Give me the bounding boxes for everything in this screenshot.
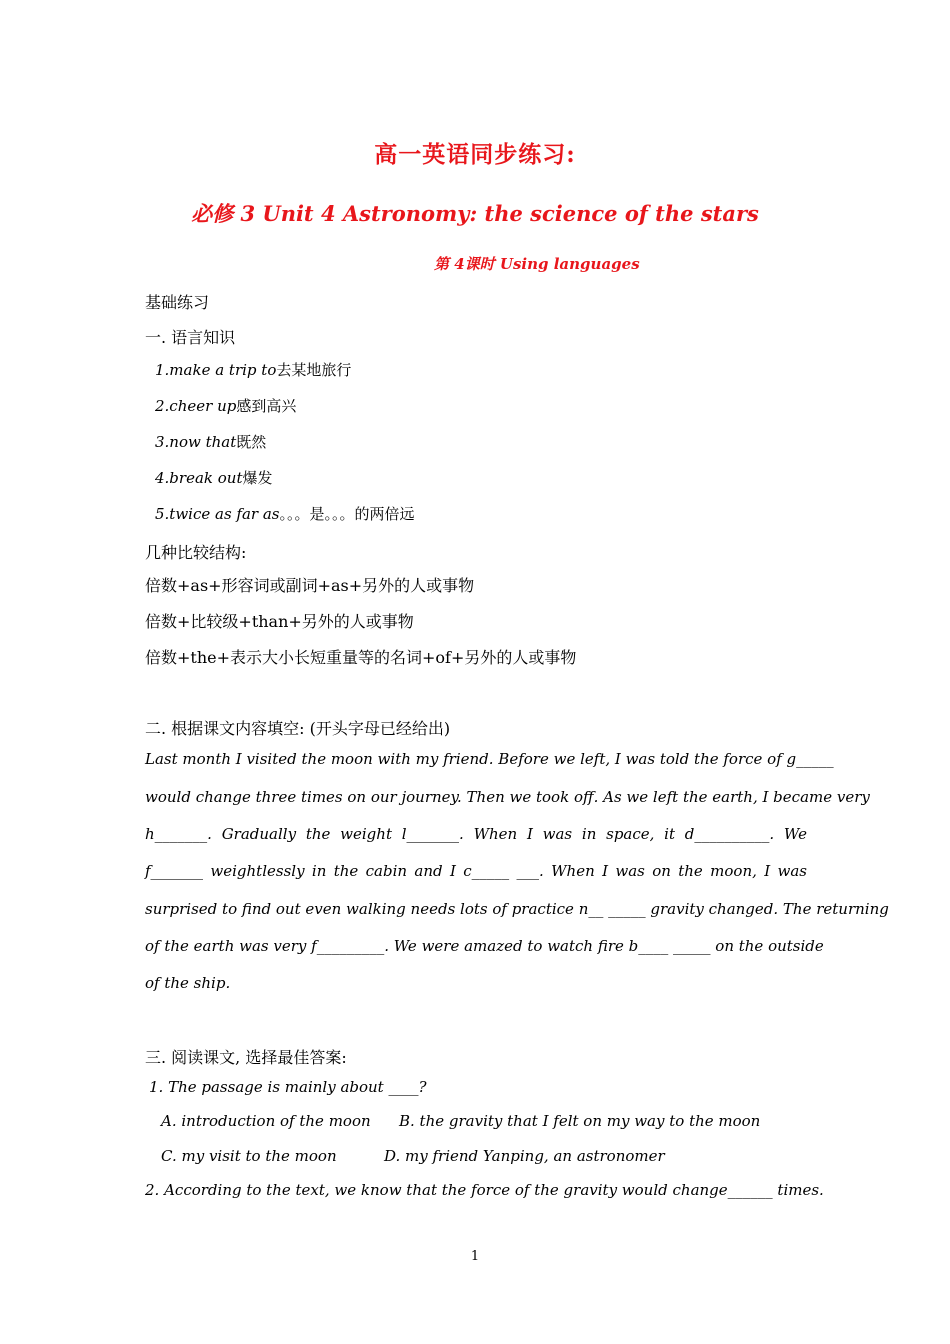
page-number: 1 (470, 1249, 480, 1264)
option-c: C. my visit to the moon (161, 1147, 337, 1165)
lesson-label: 第 4课时 Using languages (434, 255, 640, 273)
vocab-item (155, 359, 351, 380)
vocab-meaning: 。。。是。。。的两倍远 (279, 505, 415, 523)
cloze-line: surprised to find out even walking needs lots of practice n__ _____ gravity changed. The returning (145, 900, 889, 918)
basic-practice-heading: 基础练习 (145, 293, 210, 312)
vocab-item (155, 431, 266, 452)
page-subtitle: 必修 3 Unit 4 Astronomy: the science of the stars (191, 201, 759, 226)
cloze-line: of the earth was very f_________. We were amazed to watch fire b____ _____ on the outside (145, 937, 824, 955)
vocab-phrase: 4.break out (155, 469, 243, 487)
option-d: D. my friend Yanping, an astronomer (384, 1147, 665, 1165)
cloze-line: of the ship. (145, 974, 231, 992)
option-b: B. the gravity that I felt on my way to the moon (399, 1112, 761, 1130)
vocab-phrase: 1.make a trip to (155, 361, 277, 379)
comparison-structure: 倍数+as+形容词或副词+as+另外的人或事物 (145, 576, 475, 595)
comparison-structure: 倍数+the+表示大小长短重量等的名词+of+另外的人或事物 (145, 648, 577, 667)
comparison-heading: 几种比较结构: (145, 543, 247, 562)
section2-heading: 二. 根据课文内容填空: (开头字母已经给出) (145, 719, 451, 738)
cloze-line: would change three times on our journey. Then we took off. As we left the earth, I became very (145, 788, 870, 806)
vocab-meaning: 既然 (236, 433, 267, 451)
question-2: 2. According to the text, we know that the force of the gravity would change______ times. (145, 1181, 824, 1199)
vocab-item (155, 467, 273, 488)
option-a: A. introduction of the moon (161, 1112, 371, 1130)
vocab-meaning: 感到高兴 (236, 397, 297, 415)
section1-heading: 一. 语言知识 (145, 328, 236, 347)
cloze-line: Last month I visited the moon with my friend. Before we left, I was told the force of g_____ (145, 750, 834, 768)
question-1: 1. The passage is mainly about ____? (149, 1078, 427, 1096)
vocab-meaning: 去某地旅行 (276, 361, 352, 379)
vocab-item (155, 503, 415, 524)
vocab-meaning: 爆发 (242, 469, 273, 487)
vocab-phrase: 5.twice as far as (155, 505, 280, 523)
vocab-phrase: 2.cheer up (155, 397, 237, 415)
cloze-line: f_______ weightlessly in the cabin and I c_____ ___. When I was on the moon, I was (145, 862, 807, 880)
section3-heading: 三. 阅读课文, 选择最佳答案: (145, 1048, 347, 1067)
vocab-phrase: 3.now that (155, 433, 237, 451)
vocab-item (155, 395, 296, 416)
cloze-line: h_______. Gradually the weight l_______. When I was in space, it d__________. We (145, 825, 807, 843)
comparison-structure: 倍数+比较级+than+另外的人或事物 (145, 612, 414, 631)
page-title: 高一英语同步练习: (374, 141, 576, 168)
